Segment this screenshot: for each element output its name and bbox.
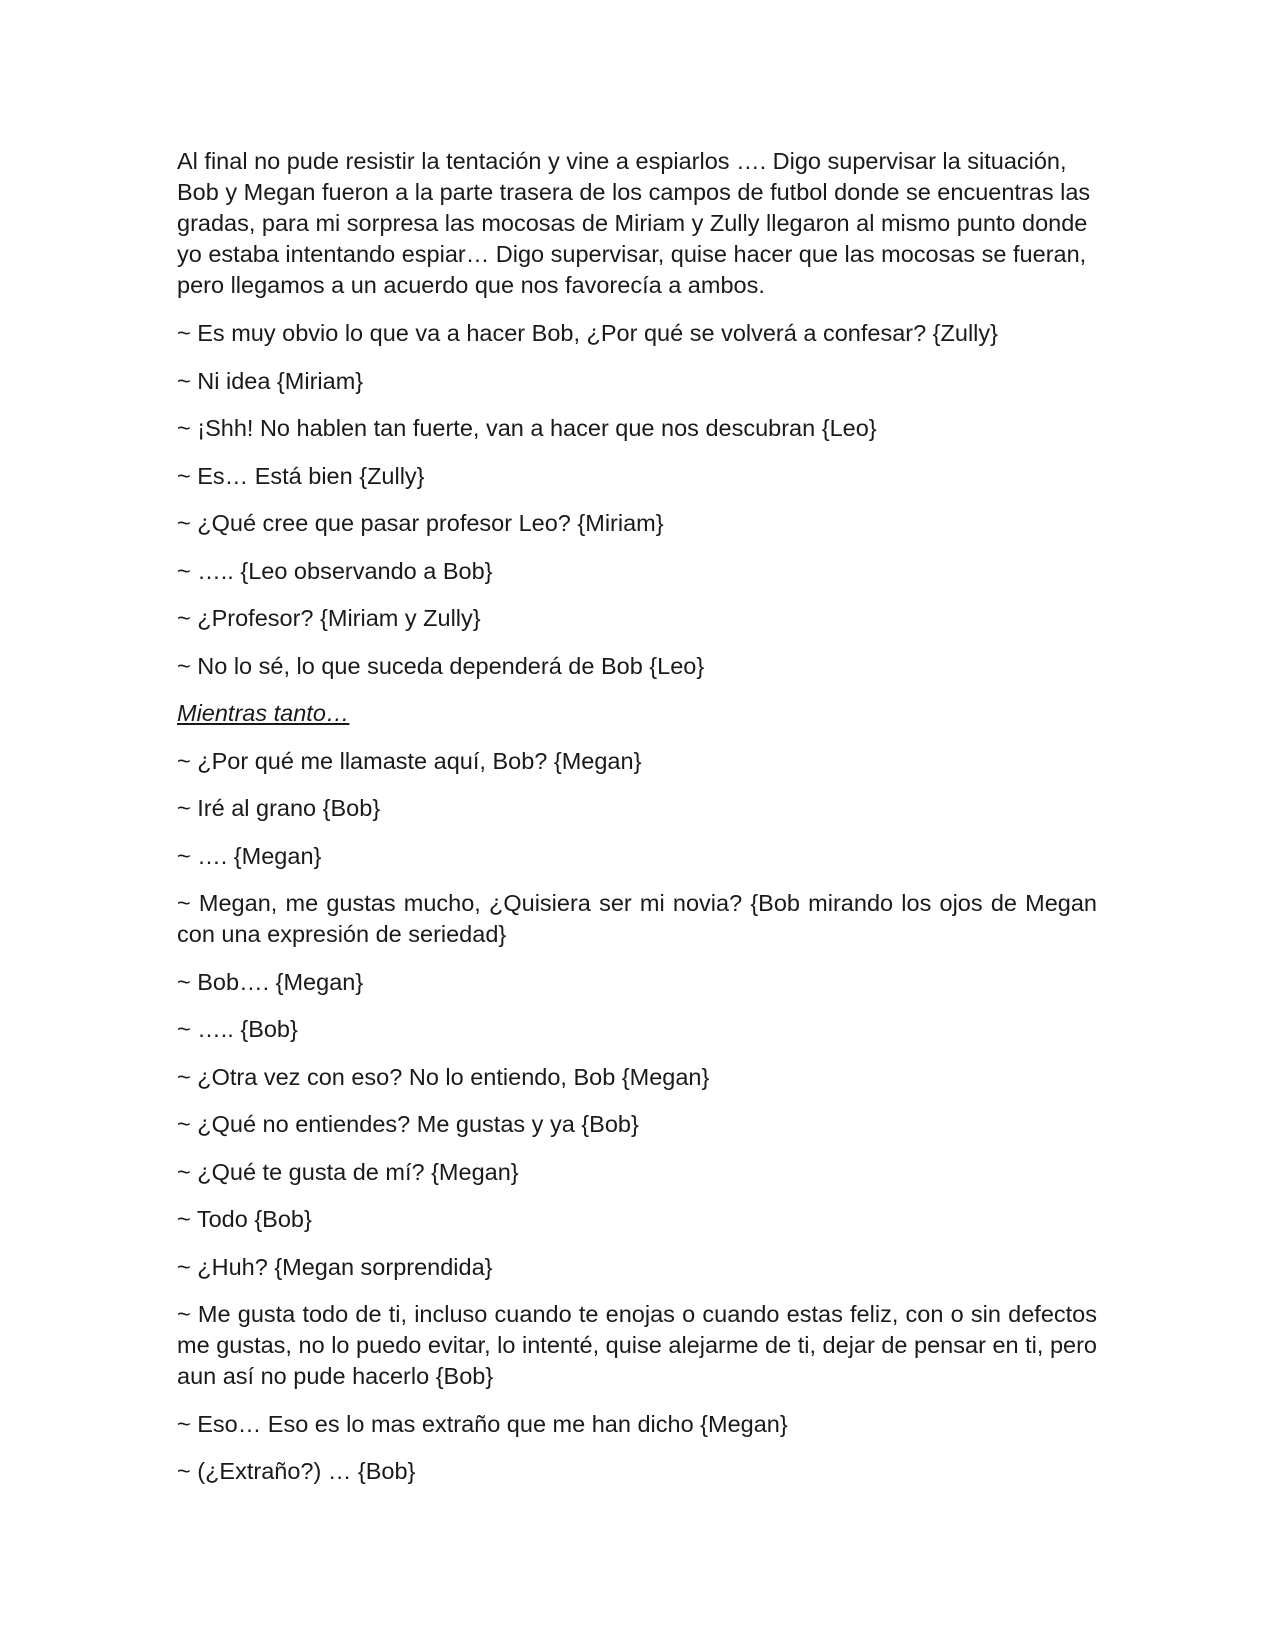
dialogue-line: ~ ….. {Leo observando a Bob}: [177, 557, 493, 584]
dialogue-line: ~ Eso… Eso es lo mas extraño que me han dicho {Megan}: [177, 1410, 788, 1437]
dialogue-line: ~ No lo sé, lo que suceda dependerá de Bob {Leo}: [177, 652, 705, 679]
dialogue-line: ~ …. {Megan}: [177, 842, 322, 869]
dialogue-line: ~ ¿Por qué me llamaste aquí, Bob? {Megan}: [177, 747, 642, 774]
document-page: [177, 146, 1097, 1504]
dialogue-line: ~ Ni idea {Miriam}: [177, 367, 364, 394]
dialogue-line: ~ ¡Shh! No hablen tan fuerte, van a hacer que nos descubran {Leo}: [177, 415, 877, 441]
dialogue-line: ~ Bob…. {Megan}: [177, 968, 364, 995]
dialogue-line: ~ ¿Qué cree que pasar profesor Leo? {Miriam}: [177, 510, 664, 536]
dialogue-line: ~ ¿Profesor? {Miriam y Zully}: [177, 605, 481, 631]
dialogue-line: ~ Iré al grano {Bob}: [177, 795, 381, 821]
dialogue-line: ~ ¿Qué te gusta de mí? {Megan}: [177, 1158, 519, 1185]
dialogue-line: ~ Megan, me gustas mucho, ¿Quisiera ser mi novia? {Bob mirando los ojos de Megan con una expresión de seriedad}: [177, 890, 1097, 947]
dialogue-line: ~ ¿Huh? {Megan sorprendida}: [177, 1253, 493, 1280]
dialogue-line: ~ Me gusta todo de ti, incluso cuando te enojas o cuando estas feliz, con o sin defectos me gustas, no lo puedo evitar, lo intenté, quise alejarme de ti, dejar de pensar en ti, pero aun así no pude hacerlo {Bob}: [177, 1301, 1097, 1389]
scene-break-heading: Mientras tanto…: [177, 700, 350, 726]
dialogue-line: ~ ¿Otra vez con eso? No lo entiendo, Bob {Megan}: [177, 1063, 710, 1090]
intro-paragraph: Al final no pude resistir la tentación y vine a espiarlos …. Digo supervisar la situación, Bob y Megan fueron a la parte trasera de los campos de futbol donde se encuentras las gradas, para mi sorpresa las mocosas de Miriam y Zully llegaron al mismo punto donde yo estaba intentando espiar… Digo supervisar, quise hacer que las mocosas se fueran, pero llegamos a un acuerdo que nos favorecía a ambos.: [177, 148, 1091, 298]
dialogue-line: ~ ….. {Bob}: [177, 1016, 298, 1042]
dialogue-line: ~ (¿Extraño?) … {Bob}: [177, 1458, 416, 1484]
dialogue-line: ~ Todo {Bob}: [177, 1206, 312, 1232]
dialogue-line: ~ Es muy obvio lo que va a hacer Bob, ¿Por qué se volverá a confesar? {Zully}: [177, 320, 998, 346]
dialogue-line: ~ ¿Qué no entiendes? Me gustas y ya {Bob}: [177, 1111, 639, 1137]
dialogue-line: ~ Es… Está bien {Zully}: [177, 462, 425, 489]
